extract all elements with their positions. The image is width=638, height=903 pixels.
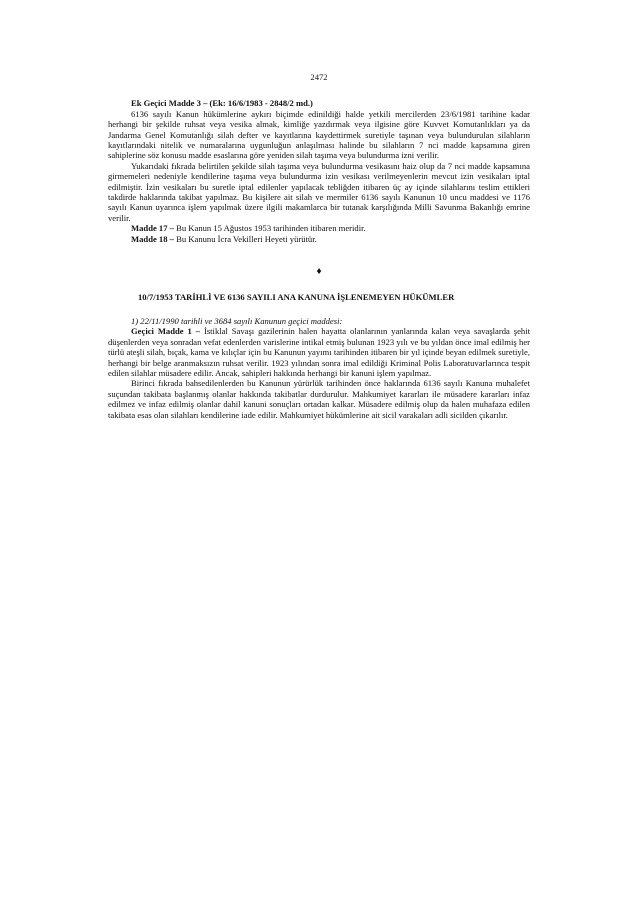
- gecici-madde-1: [108, 326, 530, 378]
- document-page: [108, 72, 530, 420]
- gecici-madde-1-label: Geçici Madde 1 –: [131, 326, 201, 337]
- madde-17-label: Madde 17 –: [131, 223, 174, 234]
- section-subheading: 1) 22/11/1990 tarihli ve 3684 sayılı Kanunun geçici maddesi:: [131, 315, 343, 326]
- gecici-madde-1-paragraph-2: Birinci fıkrada bahsedilenlerden bu Kanunun yürürlük tarihinden önce haklarında 6136 sayılı Kanuna muhalefet suçundan takibata başlanmış olanlar hakkında takibatlar durdurulur. Mahkumiyet kararları ile müsadere kararları infaz edilmez ve infaz edilmiş olanlar dahil kanuni sonuçları ortadan kalkar. Müsadere edilmiş olup da halen muhafaza edilen takibata esas olan silahları kendilerine iade edilir. Mahkumiyet hükümlerine ait sicil varakaları adli sicilden çıkarılır.: [108, 378, 530, 420]
- page-number: 2472: [310, 72, 328, 82]
- madde-18-text: Bu Kanunu İcra Vekilleri Heyeti yürütür.: [173, 233, 317, 244]
- ek-gecici-madde-3-heading: Ek Geçici Madde 3 – (Ek: 16/6/1983 - 2848/2 md.): [131, 98, 313, 109]
- gecici-madde-1-text: İstiklal Savaşı gazilerinin halen hayatta olanlarının yanlarında kalan veya savaşlarda şehit düşenlerden veya sonradan vefat edenlerden varislerine intikal etmiş bulunan 1923 yılı ve bu yıldan önce imal edilmiş her türlü ateşli silah, bıçak, kama ve kılıçlar için bu Kanunun yayımı tarihinden itibaren bir yıl içinde beyan edilmek suretiyle, herhangi bir belge aranmaksızın ruhsat verilir. 1923 yılından sonra imal edildiği Kriminal Polis Laboratuvarlarınca tespit edilen silahlar müsadere edilir. Ancak, sahipleri hakkında herhangi bir kanuni işlem yapılmaz.: [108, 326, 530, 378]
- madde-17: [108, 223, 530, 233]
- ek-gecici-madde-3-paragraph-1: 6136 sayılı Kanun hükümlerine aykırı biçimde edinildiği halde yetkili mercilerden 23/6/1981 tarihine kadar herhangi bir şekilde ruhsat veya vesika almak, kimliğe yazdırmak veya ilgisine göre Kuvvet Komutanlıkları ya da Jandarma Genel Komutanlığı silah defter ve kayıtlarına kaydettirmek suretiyle taşınan veya bulundurulan silahların kayıtlarındaki nitelik ve numaralarına uygunluğun anlaşılması halinde bu silahların 7 nci madde kapsamına giren sahiplerine söz konusu madde esaslarına göre yeniden silah taşıma veya bulundurma izni verilir.: [108, 108, 530, 161]
- madde-18: [108, 234, 530, 244]
- madde-17-text: Bu Kanun 15 Ağustos 1953 tarihinden itibaren meridir.: [173, 223, 366, 234]
- section-title: 10/7/1953 TARİHLİ VE 6136 SAYILI ANA KANUNA İŞLENEMEYEN HÜKÜMLER: [138, 291, 455, 302]
- madde-18-label: Madde 18 –: [131, 233, 174, 244]
- ek-gecici-madde-3-paragraph-2: Yukarıdaki fıkrada belirtilen şekilde silah taşıma veya bulundurma vesikasını haiz olup da 7 nci madde kapsamına girmemeleri nedeniyle kendilerine taşıma veya bulundurma izin vesikası verilmeyenlerin mevcut izin vesikaları iptal edilmiştir. İzin vesikaları bu suretle iptal edilenler yapılacak tebliğden itibaren üç ay içinde silahlarını teslim ettikleri takdirde haklarında takibat yapılmaz. Bu kişilere ait silah ve mermiler 6136 sayılı Kanunun 10 uncu maddesi ve 1176 sayılı Kanun uyarınca işlem yapılmak üzere ilgili makamlarca bir tutanak karşılığında Milli Savunma Bakanlığı emrine verilir.: [108, 160, 530, 223]
- section-divider-diamond: ♦: [316, 266, 322, 278]
